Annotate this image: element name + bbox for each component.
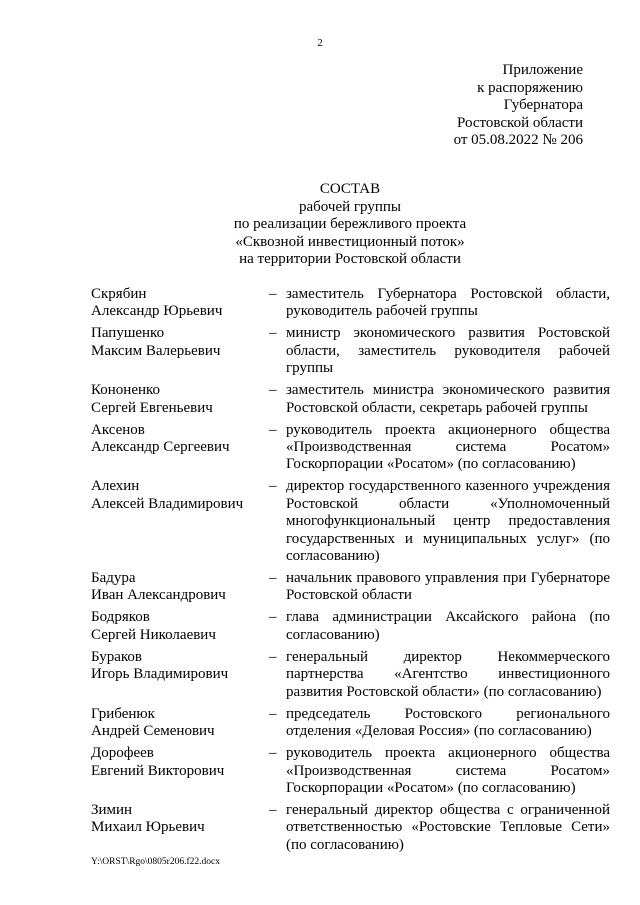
member-name: [91, 382, 269, 417]
member-given-name: Александр Юрьевич: [91, 303, 223, 320]
member-given-name: Максим Валерьевич: [91, 342, 221, 359]
dash-separator: –: [269, 648, 277, 665]
member-row: [91, 570, 610, 605]
member-surname: Кононенко: [91, 382, 161, 399]
member-row: [91, 706, 610, 741]
annex-line: Ростовской области: [457, 114, 583, 131]
member-given-name: Алексей Владимирович: [91, 495, 244, 512]
annex-line: к распоряжению: [477, 79, 583, 96]
member-name: [91, 422, 269, 474]
member-role: заместитель Губернатора Ростовской области, руководитель рабочей группы: [286, 286, 610, 320]
member-surname: Папушенко: [91, 325, 165, 342]
member-name: [91, 609, 269, 644]
dash-separator: –: [269, 286, 277, 302]
page-number: 2: [317, 37, 323, 49]
member-role: начальник правового управления при Губернаторе Ростовской области: [286, 570, 610, 604]
member-surname: Аксенов: [91, 421, 145, 438]
member-surname: Зимин: [91, 801, 133, 818]
title-line: по реализации бережливого проекта: [233, 216, 467, 232]
member-given-name: Александр Сергеевич: [91, 439, 230, 456]
member-name: [91, 802, 269, 854]
file-path-footer: Y:\ORST\Rgo\0805r206.f22.docx: [91, 857, 220, 867]
member-row: [91, 286, 610, 321]
member-surname: Дорофеев: [91, 745, 154, 762]
member-role: генеральный директор Некоммерческого партнерства «Агентство инвестиционного развития Ростовской области» (по согласованию): [286, 648, 610, 700]
member-surname: Бадура: [91, 570, 136, 587]
member-name: [91, 286, 269, 321]
dash-separator: –: [269, 801, 277, 818]
dash-separator: –: [269, 705, 277, 722]
member-surname: Грибенюк: [91, 705, 155, 722]
member-given-name: Сергей Евгеньевич: [91, 399, 213, 416]
member-role: глава администрации Аксайского района (по согласованию): [286, 609, 610, 643]
member-row: [91, 422, 610, 474]
member-given-name: Иван Александрович: [91, 587, 226, 604]
members-list: [91, 286, 610, 859]
member-role: председатель Ростовского регионального отделения «Деловая Россия» (по согласованию): [286, 705, 610, 740]
member-role: руководитель проекта акционерного общества «Производственная система Росатом» Госкорпорации «Росатом» (по согласованию): [286, 421, 610, 473]
member-name: [91, 706, 269, 741]
dash-separator: –: [269, 325, 277, 342]
title-line: СОСТАВ: [319, 181, 381, 197]
document-title: [0, 181, 640, 269]
member-row: [91, 649, 610, 701]
annex-line: Приложение: [502, 62, 583, 78]
dash-separator: –: [269, 745, 277, 762]
member-role: директор государственного казенного учреждения Ростовской области «Уполномоченный многофункциональный центр предоставления государственных и муниципальных услуг» (по согласованию): [286, 478, 610, 565]
member-given-name: Евгений Викторович: [91, 762, 225, 779]
member-surname: Скрябин: [91, 286, 147, 302]
member-name: [91, 649, 269, 701]
member-surname: Алехин: [91, 478, 140, 495]
title-line: «Сквозной инвестиционный поток»: [235, 233, 465, 250]
member-surname: Бураков: [91, 648, 143, 665]
member-row: [91, 745, 610, 797]
dash-separator: –: [269, 609, 277, 626]
member-name: [91, 478, 269, 565]
member-role: заместитель министра экономического развития Ростовской области, секретарь рабочей группы: [286, 382, 610, 416]
annex-date-number: от 05.08.2022 № 206: [453, 132, 583, 148]
title-line: на территории Ростовской области: [239, 251, 461, 267]
dash-separator: –: [269, 421, 277, 438]
member-given-name: Михаил Юрьевич: [91, 819, 205, 836]
member-role: руководитель проекта акционерного общества «Производственная система Росатом» Госкорпорации «Росатом» (по согласованию): [286, 745, 610, 796]
member-given-name: Андрей Семенович: [91, 723, 215, 740]
member-row: [91, 609, 610, 644]
member-row: [91, 325, 610, 377]
dash-separator: –: [269, 382, 277, 399]
member-surname: Бодряков: [91, 609, 150, 626]
member-row: [91, 802, 610, 854]
title-line: рабочей группы: [299, 198, 401, 215]
annex-header: [353, 62, 583, 150]
member-name: [91, 570, 269, 605]
member-row: [91, 478, 610, 565]
member-given-name: Игорь Владимирович: [91, 666, 229, 683]
member-role: министр экономического развития Ростовской области, заместитель руководителя рабочей группы: [286, 325, 610, 377]
member-role: генеральный директор общества с ограниченной ответственностью «Ростовские Тепловые Сети» (по согласованию): [286, 801, 610, 853]
member-given-name: Сергей Николаевич: [91, 626, 216, 643]
annex-line: Губернатора: [503, 97, 583, 113]
dash-separator: –: [269, 570, 277, 587]
member-row: [91, 382, 610, 417]
member-name: [91, 325, 269, 377]
member-name: [91, 745, 269, 797]
dash-separator: –: [269, 478, 277, 495]
